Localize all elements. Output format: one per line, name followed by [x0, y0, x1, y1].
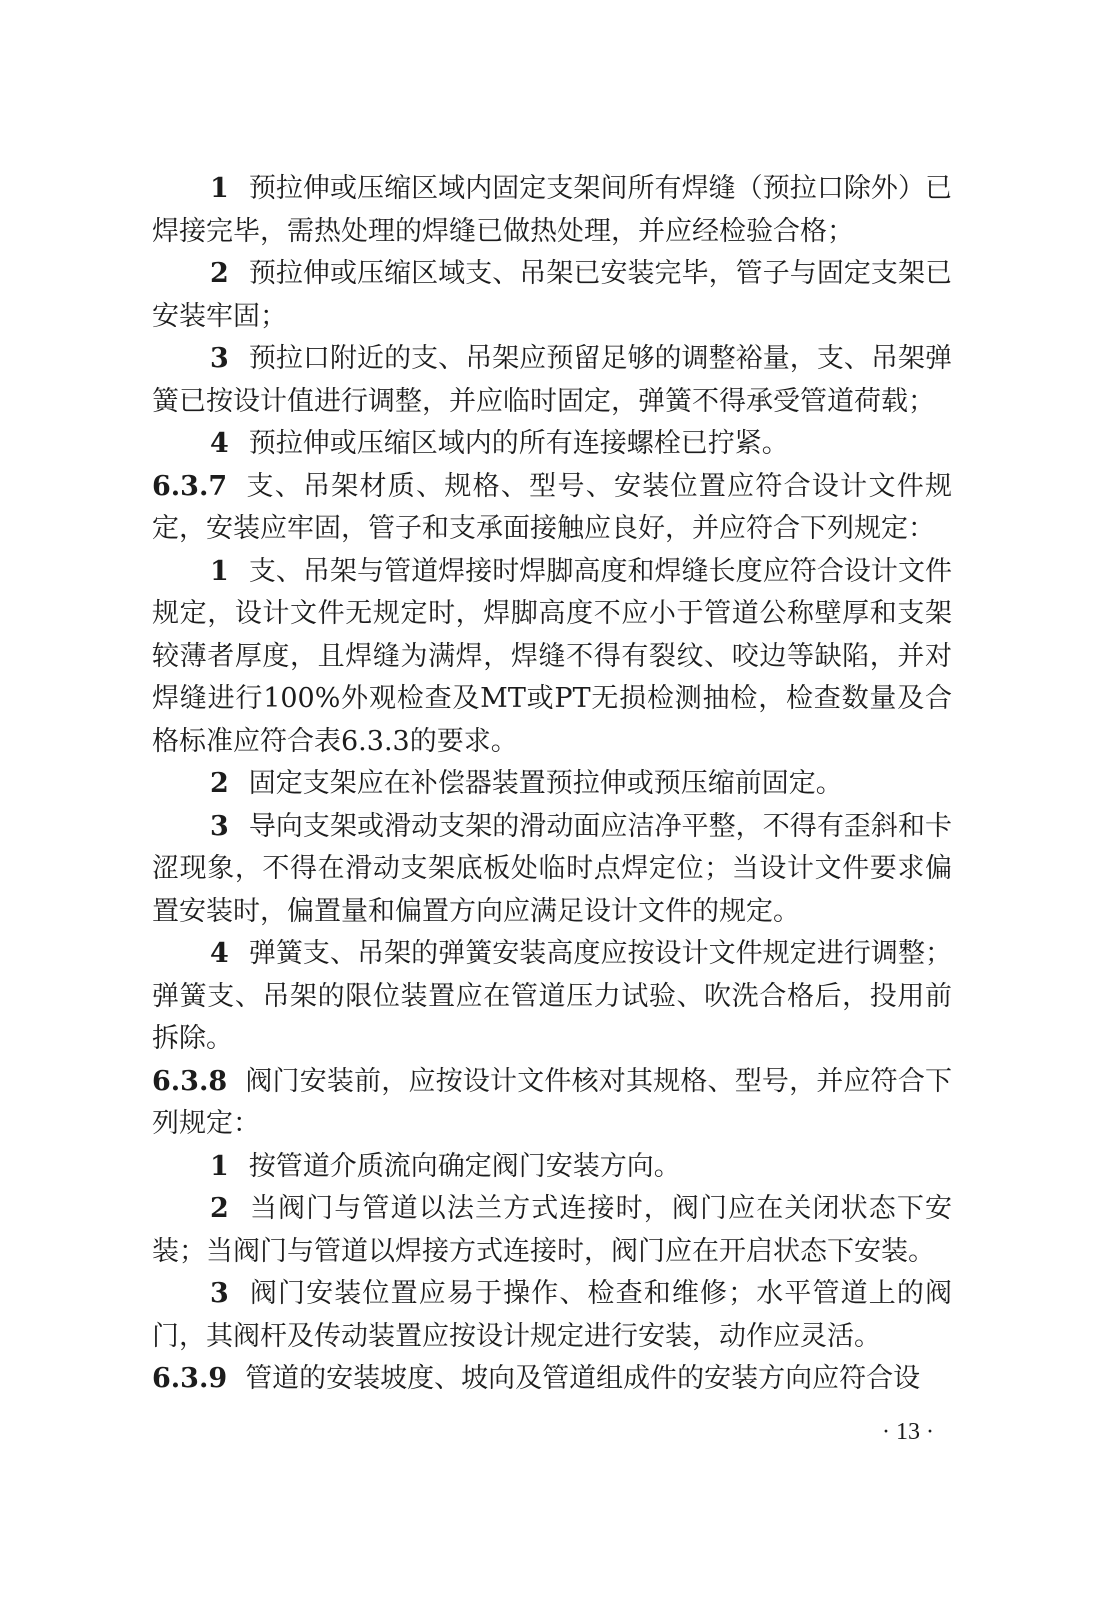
item-number: 2 — [210, 768, 229, 799]
item-text: 预拉伸或压缩区域支、吊架已安装完毕，管子与固定支架已安装牢固； — [152, 258, 952, 332]
section-text: 支、吊架材质、规格、型号、安装位置应符合设计文件规定，安装应牢固，管子和支承面接触应良好，并应符合下列规定： — [152, 470, 952, 544]
list-item — [152, 253, 952, 338]
item-number: 4 — [210, 428, 229, 459]
list-item — [152, 1273, 952, 1358]
list-item — [152, 763, 952, 806]
item-text: 预拉伸或压缩区域内的所有连接螺栓已拧紧。 — [248, 428, 789, 459]
list-item — [152, 933, 952, 1061]
item-number: 4 — [210, 938, 229, 969]
section-number: 6.3.9 — [152, 1363, 228, 1394]
item-number: 3 — [210, 343, 229, 374]
item-text: 按管道介质流向确定阀门安装方向。 — [248, 1150, 681, 1182]
document-body — [152, 168, 952, 1401]
item-text: 弹簧支、吊架的弹簧安装高度应按设计文件规定进行调整；弹簧支、吊架的限位装置应在管道压力试验、吹洗合格后，投用前拆除。 — [152, 938, 952, 1054]
item-text: 预拉口附近的支、吊架应预留足够的调整裕量，支、吊架弹簧已按设计值进行调整，并应临时固定，弹簧不得承受管道荷载； — [152, 343, 952, 417]
list-item — [152, 1188, 952, 1273]
page-number: · 13 · — [882, 1419, 934, 1445]
item-number: 3 — [210, 810, 229, 842]
list-item — [152, 423, 952, 466]
item-text: 固定支架应在补偿器装置预拉伸或预压缩前固定。 — [248, 768, 843, 799]
list-item — [152, 551, 952, 764]
list-item — [152, 1146, 952, 1189]
item-text: 阀门安装位置应易于操作、检查和维修；水平管道上的阀门，其阀杆及传动装置应按设计规定进行安装，动作应灵活。 — [152, 1278, 952, 1352]
section-clause — [152, 1358, 952, 1401]
section-number: 6.3.7 — [152, 470, 228, 502]
item-number: 2 — [210, 258, 229, 289]
section-text: 阀门安装前，应按设计文件核对其规格、型号，并应符合下列规定： — [152, 1065, 952, 1139]
item-text: 预拉伸或压缩区域内固定支架间所有焊缝（预拉口除外）已焊接完毕，需热处理的焊缝已做热处理，并应经检验合格； — [152, 173, 952, 247]
list-item — [152, 168, 952, 253]
list-item — [152, 338, 952, 423]
list-item — [152, 806, 952, 934]
item-text: 导向支架或滑动支架的滑动面应洁净平整，不得有歪斜和卡涩现象，不得在滑动支架底板处临时点焊定位；当设计文件要求偏置安装时，偏置量和偏置方向应满足设计文件的规定。 — [152, 810, 952, 927]
section-number: 6.3.8 — [152, 1065, 228, 1097]
section-clause — [152, 466, 952, 551]
section-clause — [152, 1061, 952, 1146]
section-text: 管道的安装坡度、坡向及管道组成件的安装方向应符合设 — [245, 1363, 921, 1394]
item-text: 当阀门与管道以法兰方式连接时，阀门应在关闭状态下安装；当阀门与管道以焊接方式连接时，阀门应在开启状态下安装。 — [152, 1193, 952, 1267]
item-number: 1 — [210, 1150, 229, 1182]
item-number: 1 — [210, 173, 229, 204]
item-number: 2 — [210, 1193, 229, 1224]
item-text: 支、吊架与管道焊接时焊脚高度和焊缝长度应符合设计文件规定，设计文件无规定时，焊脚高度不应小于管道公称壁厚和支架较薄者厚度，且焊缝为满焊，焊缝不得有裂纹、咬边等缺陷，并对焊缝进行100%外观检查及MT或PT无损检测抽检，检查数量及合格标准应符合表6.3.3的要求。 — [152, 555, 952, 757]
item-number: 3 — [210, 1278, 229, 1309]
item-number: 1 — [210, 555, 229, 587]
